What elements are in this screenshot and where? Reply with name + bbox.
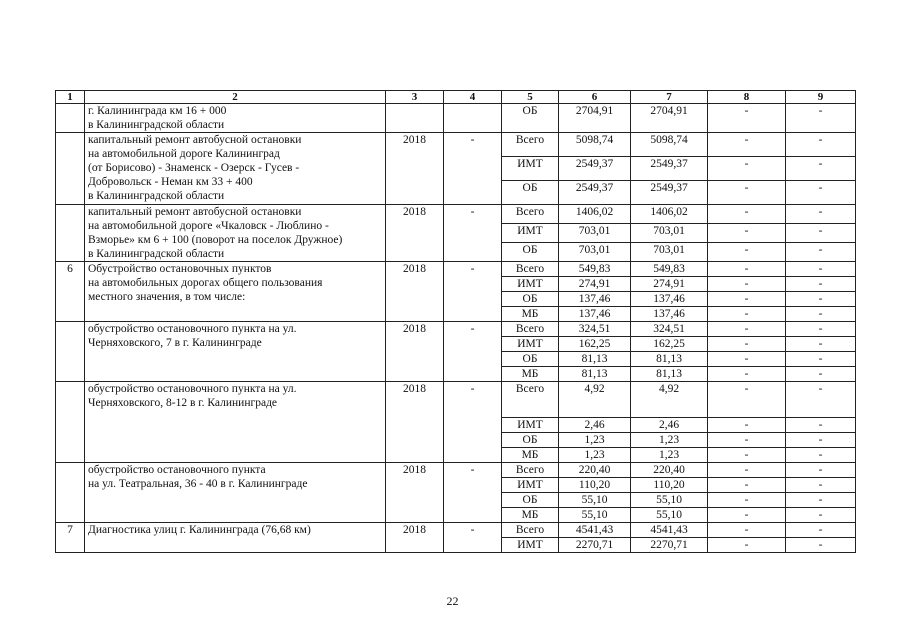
item-name-cell <box>85 523 386 553</box>
col9-cell: - <box>786 181 856 205</box>
budget-table <box>55 90 856 553</box>
item-name-line: Взморье» км 6 + 100 (поворот на поселок Дружное) <box>88 234 343 246</box>
source-cell: МБ <box>502 367 559 382</box>
amount-cell: 2549,37 <box>631 181 708 205</box>
source-cell: ОБ <box>502 243 559 262</box>
col9-cell: - <box>786 538 856 553</box>
amount-cell: 549,83 <box>559 262 631 277</box>
item-name-cell <box>85 133 386 205</box>
source-cell: Всего <box>502 523 559 538</box>
amount-cell: 4,92 <box>559 382 631 418</box>
source-cell: ИМТ <box>502 418 559 433</box>
col8-cell: - <box>708 133 786 157</box>
table-row <box>56 205 856 224</box>
table-row <box>56 262 856 277</box>
col4-cell <box>444 104 502 133</box>
item-name-line: Диагностика улиц г. Калининграда (76,68 км) <box>88 524 311 536</box>
col8-cell: - <box>708 262 786 277</box>
amount-cell: 4541,43 <box>559 523 631 538</box>
col9-cell: - <box>786 523 856 538</box>
item-name-cell <box>85 104 386 133</box>
amount-cell: 55,10 <box>631 493 708 508</box>
amount-cell: 2,46 <box>631 418 708 433</box>
col9-cell: - <box>786 157 856 181</box>
source-cell: МБ <box>502 508 559 523</box>
amount-cell: 2,46 <box>559 418 631 433</box>
source-cell: ИМТ <box>502 224 559 243</box>
source-cell: ОБ <box>502 181 559 205</box>
header-cell: 2 <box>85 91 386 104</box>
item-name-line: местного значения, в том числе: <box>88 291 246 303</box>
item-name-line: в Калининградской области <box>88 119 225 131</box>
year-cell <box>386 104 444 133</box>
item-name-line: Черняховского, 8-12 в г. Калининграде <box>88 397 278 409</box>
amount-cell: 2549,37 <box>559 181 631 205</box>
amount-cell: 703,01 <box>631 243 708 262</box>
col9-cell: - <box>786 262 856 277</box>
col8-cell: - <box>708 418 786 433</box>
year-cell: 2018 <box>386 463 444 523</box>
amount-cell: 137,46 <box>559 307 631 322</box>
amount-cell: 2704,91 <box>559 104 631 133</box>
amount-cell: 2270,71 <box>631 538 708 553</box>
year-cell: 2018 <box>386 205 444 262</box>
item-name-line: (от Борисово) - Знаменск - Озерск - Гусев - <box>88 162 300 174</box>
header-cell: 8 <box>708 91 786 104</box>
header-cell: 7 <box>631 91 708 104</box>
col8-cell: - <box>708 523 786 538</box>
item-name-cell <box>85 205 386 262</box>
col9-cell: - <box>786 337 856 352</box>
header-cell: 9 <box>786 91 856 104</box>
amount-cell: 2549,37 <box>559 157 631 181</box>
col8-cell: - <box>708 382 786 418</box>
amount-cell: 55,10 <box>631 508 708 523</box>
year-cell: 2018 <box>386 523 444 553</box>
col9-cell: - <box>786 508 856 523</box>
col8-cell: - <box>708 307 786 322</box>
item-name-line: в Калининградской области <box>88 190 225 202</box>
amount-cell: 274,91 <box>559 277 631 292</box>
row-number-cell <box>56 322 85 382</box>
col4-cell: - <box>444 463 502 523</box>
item-name-cell <box>85 322 386 382</box>
col8-cell: - <box>708 277 786 292</box>
table-row <box>56 382 856 418</box>
row-number-cell <box>56 104 85 133</box>
header-cell: 4 <box>444 91 502 104</box>
header-row <box>56 91 856 104</box>
amount-cell: 703,01 <box>559 224 631 243</box>
col8-cell: - <box>708 433 786 448</box>
header-cell: 5 <box>502 91 559 104</box>
item-name-line: на автомобильной дороге Калининград <box>88 148 280 160</box>
amount-cell: 1406,02 <box>559 205 631 224</box>
amount-cell: 81,13 <box>559 352 631 367</box>
year-cell: 2018 <box>386 322 444 382</box>
amount-cell: 137,46 <box>631 307 708 322</box>
amount-cell: 110,20 <box>631 478 708 493</box>
source-cell: ОБ <box>502 352 559 367</box>
col9-cell: - <box>786 322 856 337</box>
item-name-cell <box>85 463 386 523</box>
item-name-line: Черняховского, 7 в г. Калининграде <box>88 337 262 349</box>
item-name-line: на ул. Театральная, 36 - 40 в г. Калининграде <box>88 478 308 490</box>
amount-cell: 137,46 <box>631 292 708 307</box>
table-row <box>56 523 856 538</box>
row-number-cell: 7 <box>56 523 85 553</box>
item-name-line: Добровольск - Неман км 33 + 400 <box>88 176 253 188</box>
col9-cell: - <box>786 292 856 307</box>
col9-cell: - <box>786 448 856 463</box>
item-name-line: в Калининградской области <box>88 248 225 260</box>
amount-cell: 110,20 <box>559 478 631 493</box>
col4-cell: - <box>444 382 502 463</box>
source-cell: МБ <box>502 448 559 463</box>
col8-cell: - <box>708 157 786 181</box>
col9-cell: - <box>786 478 856 493</box>
amount-cell: 81,13 <box>631 352 708 367</box>
col9-cell: - <box>786 307 856 322</box>
amount-cell: 2549,37 <box>631 157 708 181</box>
col9-cell: - <box>786 493 856 508</box>
row-number-cell <box>56 382 85 463</box>
amount-cell: 324,51 <box>559 322 631 337</box>
source-cell: Всего <box>502 205 559 224</box>
col9-cell: - <box>786 243 856 262</box>
col4-cell: - <box>444 523 502 553</box>
col8-cell: - <box>708 463 786 478</box>
header-cell: 3 <box>386 91 444 104</box>
amount-cell: 55,10 <box>559 508 631 523</box>
item-name-line: капитальный ремонт автобусной остановки <box>88 134 302 146</box>
col8-cell: - <box>708 104 786 133</box>
source-cell: ОБ <box>502 104 559 133</box>
source-cell: ИМТ <box>502 538 559 553</box>
col4-cell: - <box>444 133 502 205</box>
row-number-cell: 6 <box>56 262 85 322</box>
amount-cell: 549,83 <box>631 262 708 277</box>
col9-cell: - <box>786 352 856 367</box>
source-cell: ИМТ <box>502 277 559 292</box>
page-number: 22 <box>446 594 459 608</box>
col8-cell: - <box>708 181 786 205</box>
amount-cell: 1,23 <box>631 448 708 463</box>
year-cell: 2018 <box>386 133 444 205</box>
amount-cell: 1,23 <box>559 448 631 463</box>
table-row <box>56 463 856 478</box>
amount-cell: 81,13 <box>559 367 631 382</box>
year-cell: 2018 <box>386 382 444 463</box>
source-cell: МБ <box>502 307 559 322</box>
amount-cell: 324,51 <box>631 322 708 337</box>
source-cell: ИМТ <box>502 157 559 181</box>
amount-cell: 162,25 <box>559 337 631 352</box>
col9-cell: - <box>786 104 856 133</box>
amount-cell: 1,23 <box>559 433 631 448</box>
col4-cell: - <box>444 262 502 322</box>
row-number-cell <box>56 133 85 205</box>
source-cell: ОБ <box>502 292 559 307</box>
col8-cell: - <box>708 322 786 337</box>
amount-cell: 1406,02 <box>631 205 708 224</box>
col9-cell: - <box>786 224 856 243</box>
amount-cell: 5098,74 <box>559 133 631 157</box>
amount-cell: 4541,43 <box>631 523 708 538</box>
col9-cell: - <box>786 205 856 224</box>
item-name-line: обустройство остановочного пункта <box>88 464 266 476</box>
source-cell: Всего <box>502 382 559 418</box>
col8-cell: - <box>708 243 786 262</box>
amount-cell: 1,23 <box>631 433 708 448</box>
amount-cell: 4,92 <box>631 382 708 418</box>
source-cell: ИМТ <box>502 337 559 352</box>
item-name-line: г. Калининграда км 16 + 000 <box>88 105 227 117</box>
amount-cell: 5098,74 <box>631 133 708 157</box>
col8-cell: - <box>708 352 786 367</box>
row-number-cell <box>56 463 85 523</box>
amount-cell: 274,91 <box>631 277 708 292</box>
source-cell: ИМТ <box>502 478 559 493</box>
amount-cell: 703,01 <box>559 243 631 262</box>
table-row <box>56 104 856 133</box>
table-body <box>56 91 856 553</box>
col4-cell: - <box>444 205 502 262</box>
col8-cell: - <box>708 478 786 493</box>
amount-cell: 220,40 <box>631 463 708 478</box>
col9-cell: - <box>786 277 856 292</box>
item-name-line: на автомобильных дорогах общего пользования <box>88 277 323 289</box>
col9-cell: - <box>786 382 856 418</box>
col8-cell: - <box>708 367 786 382</box>
source-cell: Всего <box>502 262 559 277</box>
col9-cell: - <box>786 463 856 478</box>
item-name-line: капитальный ремонт автобусной остановки <box>88 206 302 218</box>
item-name-line: обустройство остановочного пункта на ул. <box>88 323 297 335</box>
col4-cell: - <box>444 322 502 382</box>
col9-cell: - <box>786 367 856 382</box>
table-row <box>56 133 856 157</box>
col9-cell: - <box>786 433 856 448</box>
col8-cell: - <box>708 448 786 463</box>
source-cell: Всего <box>502 463 559 478</box>
item-name-cell <box>85 382 386 463</box>
source-cell: ОБ <box>502 493 559 508</box>
amount-cell: 137,46 <box>559 292 631 307</box>
item-name-line: Обустройство остановочных пунктов <box>88 263 272 275</box>
amount-cell: 220,40 <box>559 463 631 478</box>
item-name-line: обустройство остановочного пункта на ул. <box>88 383 297 395</box>
source-cell: ОБ <box>502 433 559 448</box>
col8-cell: - <box>708 292 786 307</box>
col8-cell: - <box>708 205 786 224</box>
amount-cell: 81,13 <box>631 367 708 382</box>
table-row <box>56 322 856 337</box>
header-cell: 1 <box>56 91 85 104</box>
col8-cell: - <box>708 337 786 352</box>
amount-cell: 162,25 <box>631 337 708 352</box>
amount-cell: 703,01 <box>631 224 708 243</box>
amount-cell: 2270,71 <box>559 538 631 553</box>
amount-cell: 55,10 <box>559 493 631 508</box>
col9-cell: - <box>786 133 856 157</box>
col8-cell: - <box>708 538 786 553</box>
col8-cell: - <box>708 508 786 523</box>
source-cell: Всего <box>502 322 559 337</box>
col8-cell: - <box>708 493 786 508</box>
item-name-cell <box>85 262 386 322</box>
source-cell: Всего <box>502 133 559 157</box>
item-name-line: на автомобильной дороге «Чкаловск - Люблино - <box>88 220 329 232</box>
row-number-cell <box>56 205 85 262</box>
header-cell: 6 <box>559 91 631 104</box>
col8-cell: - <box>708 224 786 243</box>
year-cell: 2018 <box>386 262 444 322</box>
col9-cell: - <box>786 418 856 433</box>
amount-cell: 2704,91 <box>631 104 708 133</box>
